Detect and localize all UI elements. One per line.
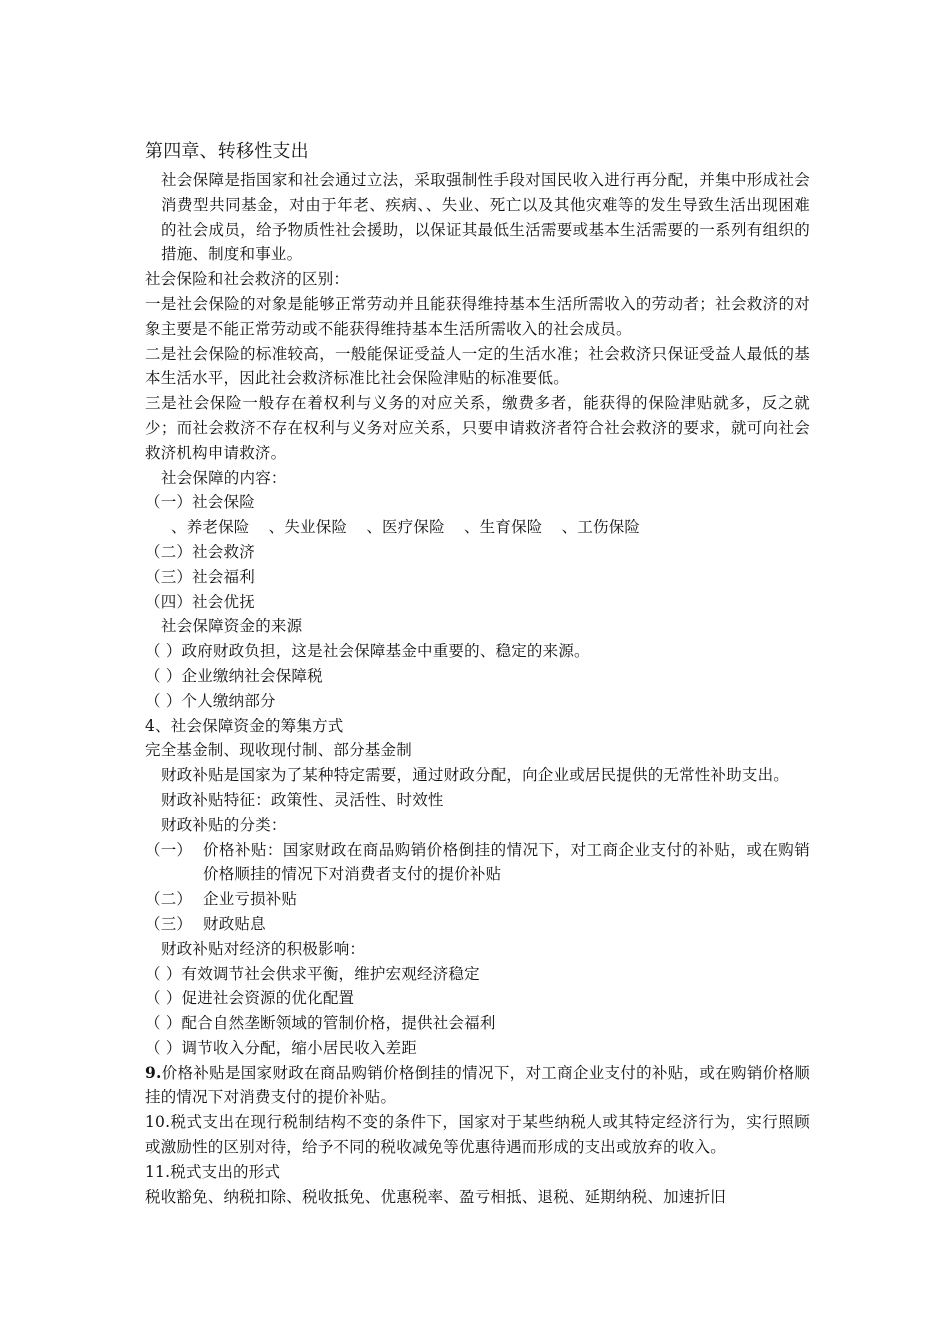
funding-source-1: （ ）政府财政负担，这是社会保障基金中重要的、稳定的来源。 xyxy=(145,642,590,661)
content-item-3: （三）社会福利 xyxy=(145,567,255,586)
social-security-definition: 社会保障是指国家和社会通过立法，采取强制性手段对国民收入进行再分配，并集中形成社会消费型共同基金，对由于年老、疾病、、失业、死亡以及其他灾难等的发生导致生活出现困难的社会成员，给予物质性社会援助，以保证其最低生活需要或基本生活需要的一系列有组织的措施、制度和事业。 xyxy=(161,171,810,264)
effect-item-3: （ ）配合自然垄断领域的管制价格，提供社会福利 xyxy=(145,1014,496,1033)
class-number: （二） xyxy=(145,890,193,909)
insurance-items-list xyxy=(145,515,810,540)
effect-item-4: （ ）调节收入分配，缩小居民收入差距 xyxy=(145,1038,418,1057)
effect-item-2: （ ）促进社会资源的优化配置 xyxy=(145,989,355,1008)
effect-item-1: （ ）有效调节社会供求平衡，维护宏观经济稳定 xyxy=(145,964,480,983)
content-item-4: （四）社会优抚 xyxy=(145,592,255,611)
item-10: 10.税式支出在现行税制结构不变的条件下，国家对于某些纳税人或其特定经济行为，实行照顾或激励性的区别对待，给予不同的税收减免等优惠待遇而形成的支出或放弃的收入。 xyxy=(145,1113,810,1157)
subsidy-classification-heading: 财政补贴的分类： xyxy=(161,815,287,834)
tax-expenditure-forms: 税收豁免、纳税扣除、税收抵免、优惠税率、盈亏相抵、退税、延期纳税、加速折旧 xyxy=(145,1187,726,1206)
content-item-2: （二）社会救济 xyxy=(145,542,255,561)
difference-point-2: 二是社会保险的标准较高，一般能保证受益人一定的生活水准；社会救济只保证受益人最低的基本生活水平，因此社会救济标准比社会保险津贴的标准要低。 xyxy=(145,344,810,388)
class-text: 价格补贴：国家财政在商品购销价格倒挂的情况下，对工商企业支付的补贴，或在购销价格顺挂的情况下对消费者支付的提价补贴 xyxy=(203,840,810,884)
difference-point-1: 一是社会保险的对象是能够正常劳动并且能获得维持基本生活所需收入的劳动者；社会救济的对象主要是不能正常劳动或不能获得维持基本生活所需收入的社会成员。 xyxy=(145,294,810,338)
insurance-item: 、医疗保险 xyxy=(366,518,445,537)
difference-heading: 社会保险和社会救济的区别： xyxy=(145,270,350,289)
item-11: 11.税式支出的形式 xyxy=(145,1162,281,1181)
item-9 xyxy=(145,1061,810,1111)
subsidy-features: 财政补贴特征：政策性、灵活性、时效性 xyxy=(161,790,444,809)
effect-heading: 财政补贴对经济的积极影响： xyxy=(161,939,366,958)
class-text: 企业亏损补贴 xyxy=(203,890,298,909)
content-item-1: （一）社会保险 xyxy=(145,493,255,512)
difference-point-3: 三是社会保险一般存在着权利与义务的对应关系，缴费多者，能获得的保险津贴就多，反之就少；而社会救济不存在权利与义务对应关系，只要申请救济者符合社会救济的要求，就可向社会救济机构申请救济。 xyxy=(145,394,810,462)
fund-raising-methods: 完全基金制、现收现付制、部分基金制 xyxy=(145,741,412,760)
item-9-number: 9. xyxy=(145,1062,162,1082)
insurance-item: 、养老保险 xyxy=(171,518,250,537)
class-text: 财政贴息 xyxy=(203,914,266,933)
subsidy-class-1 xyxy=(145,838,810,888)
class-number: （三） xyxy=(145,914,193,933)
insurance-item: 、失业保险 xyxy=(268,518,348,537)
insurance-item: 、工伤保险 xyxy=(561,518,641,537)
chapter-title: 第四章、转移性支出 xyxy=(145,141,309,162)
subsidy-class-2 xyxy=(145,887,810,912)
subsidy-definition: 财政补贴是国家为了某种特定需要，通过财政分配，向企业或居民提供的无常性补助支出。 xyxy=(161,766,790,785)
document-page xyxy=(145,138,810,1209)
funding-source-heading: 社会保障资金的来源 xyxy=(161,617,303,636)
item-9-text: 价格补贴是国家财政在商品购销价格倒挂的情况下，对工商企业支付的补贴，或在购销价格顺挂的情况下对消费支付的提价补贴。 xyxy=(145,1063,810,1107)
insurance-item: 、生育保险 xyxy=(463,518,543,537)
funding-source-2: （ ）企业缴纳社会保障税 xyxy=(145,666,323,685)
content-heading: 社会保障的内容： xyxy=(161,468,287,487)
fund-raising-heading: 4、社会保障资金的筹集方式 xyxy=(145,716,344,735)
funding-source-3: （ ）个人缴纳部分 xyxy=(145,691,276,710)
subsidy-class-3 xyxy=(145,912,810,937)
class-number: （一） xyxy=(145,840,193,859)
